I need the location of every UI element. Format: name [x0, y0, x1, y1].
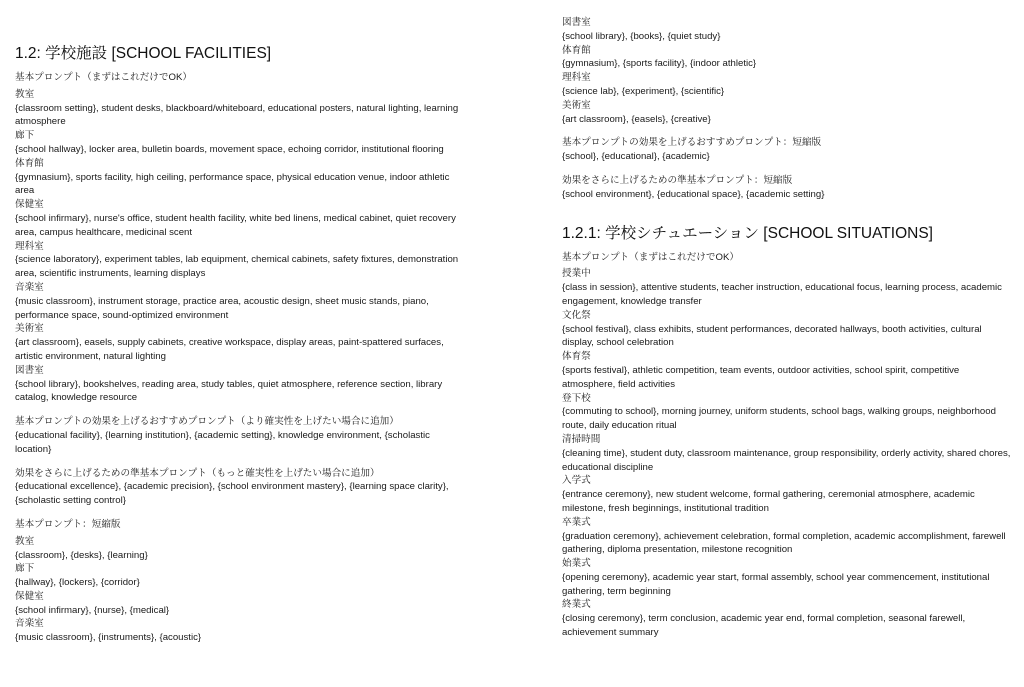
situation-prompt: {school festival}, class exhibits, student performances, decorated hallways, booth activities, cultural display, school celebration	[562, 323, 982, 349]
short-facility-prompt: {gymnasium}, {sports facility}, {indoor athletic}	[562, 58, 757, 70]
spacer	[15, 508, 465, 518]
quasi-short-text: {school environment}, {educational space}, {academic setting}	[562, 188, 825, 200]
situation-name: 体育祭	[562, 351, 591, 363]
facility-prompt: {classroom setting}, student desks, blackboard/whiteboard, educational posters, natural lighting, learning atmosphere	[15, 102, 459, 128]
situation-prompt: {entrance ceremony}, new student welcome, formal gathering, ceremonial atmosphere, academic milestone, fresh beginnings, institutional tradition	[562, 489, 975, 514]
short-facility-prompt: {school infirmary}, {nurse}, {medical}	[15, 604, 170, 616]
facility-prompt: {art classroom}, easels, supply cabinets, creative workspace, display areas, paint-spattered surfaces, artistic environment, natural lighting	[15, 337, 444, 362]
short-facility-prompt: {science lab}, {experiment}, {scientific}	[562, 85, 725, 97]
short-facility-name: 廊下	[15, 563, 35, 575]
short-facility-name: 体育館	[562, 44, 591, 56]
situation-prompt: {sports festival}, athletic competition, team events, outdoor activities, school spirit, competitive atmosphere, field activities	[562, 364, 960, 390]
short-facility-name: 音楽室	[15, 618, 44, 630]
facility-name: 美術室	[15, 323, 44, 335]
facility-name: 保健室	[15, 199, 44, 211]
facility-prompt: {school hallway}, locker area, bulletin boards, movement space, echoing corridor, institutional flooring	[15, 143, 444, 155]
section-title: 1.2.1: 学校シチュエーション [SCHOOL SITUATIONS]	[562, 224, 933, 242]
enhance-short-label: 基本プロンプトの効果を上げるおすすめプロンプト：短縮版	[562, 137, 822, 149]
facility-name: 教室	[15, 88, 35, 100]
spacer	[15, 405, 465, 415]
spacer	[15, 64, 465, 71]
situation-name: 終業式	[562, 599, 591, 611]
situation-prompt: {graduation ceremony}, achievement celebration, formal completion, academic accomplishment, farewell gathering, diploma presentation, milestone recognition	[562, 530, 1006, 556]
facility-prompt: {school infirmary}, nurse's office, student health facility, white bed linens, medical cabinet, quiet recovery area, campus healthcare, medicinal scent	[15, 212, 456, 238]
short-facility-name: 美術室	[562, 99, 591, 111]
short-prompt-label: 基本プロンプト：短縮版	[15, 518, 121, 530]
facility-name: 音楽室	[15, 281, 44, 293]
short-facility-prompt: {school library}, {books}, {quiet study}	[562, 30, 721, 42]
spacer	[562, 126, 1012, 136]
right-column	[562, 0, 1012, 640]
facility-name: 廊下	[15, 130, 35, 142]
spacer	[15, 457, 465, 467]
situation-prompt: {commuting to school}, morning journey, uniform students, school bags, walking groups, neighborhood route, daily education ritual	[562, 406, 996, 432]
short-facility-prompt: {classroom}, {desks}, {learning}	[15, 549, 148, 561]
section-title: 1.2: 学校施設 [SCHOOL FACILITIES]	[15, 45, 272, 62]
short-facility-prompt: {music classroom}, {instruments}, {acoustic}	[15, 632, 202, 644]
short-facility-name: 保健室	[15, 590, 44, 602]
situation-prompt: {cleaning time}, student duty, classroom maintenance, group responsibility, orderly activity, shared chores, educational discipline	[562, 447, 1011, 473]
facility-prompt: {school library}, bookshelves, reading area, study tables, quiet atmosphere, reference section, library catalog, knowledge resource	[15, 378, 443, 404]
situation-prompt: {closing ceremony}, term conclusion, academic year end, formal completion, seasonal farewell, achievement summary	[562, 613, 966, 639]
situation-name: 卒業式	[562, 516, 591, 528]
situation-name: 授業中	[562, 268, 591, 280]
facility-name: 体育館	[15, 157, 44, 169]
situation-prompt: {class in session}, attentive students, teacher instruction, educational focus, learning process, academic engagement, knowledge transfer	[562, 282, 1002, 307]
basic-prompt-label: 基本プロンプト（まずはこれだけでOK）	[15, 72, 192, 83]
situation-name: 文化祭	[562, 309, 591, 321]
facility-name: 理科室	[15, 240, 44, 252]
facility-prompt: {gymnasium}, sports facility, high ceiling, performance space, physical education venue, indoor athletic area	[15, 171, 450, 197]
left-column	[15, 0, 465, 645]
situation-name: 始業式	[562, 558, 591, 570]
spacer	[562, 164, 1012, 174]
spacer	[562, 0, 1012, 16]
basic-prompt-label: 基本プロンプト（まずはこれだけでOK）	[562, 251, 739, 263]
spacer	[15, 0, 465, 44]
spacer	[562, 244, 1012, 251]
enhance-prompt-text: {educational facility}, {learning institution}, {academic setting}, knowledge environment, {scholastic location}	[15, 429, 430, 455]
situation-name: 登下校	[562, 392, 591, 404]
short-facility-name: 教室	[15, 535, 35, 547]
situation-name: 清掃時間	[562, 433, 601, 445]
quasi-prompt-label: 効果をさらに上げるための準基本プロンプト（もっと確実性を上げたい場合に追加）	[15, 467, 380, 479]
short-facility-name: 図書室	[562, 17, 591, 28]
enhance-short-text: {school}, {educational}, {academic}	[562, 151, 710, 163]
short-facility-prompt: {art classroom}, {easels}, {creative}	[562, 113, 711, 125]
short-facility-prompt: {hallway}, {lockers}, {corridor}	[15, 577, 140, 589]
situation-prompt: {opening ceremony}, academic year start, formal assembly, school year commencement, institutional gathering, term beginning	[562, 571, 990, 597]
quasi-prompt-text: {educational excellence}, {academic precision}, {school environment mastery}, {learning space clarity}, {scholastic setting control}	[15, 481, 449, 507]
quasi-short-label: 効果をさらに上げるための準基本プロンプト：短縮版	[562, 174, 793, 186]
facility-prompt: {science laboratory}, experiment tables, lab equipment, chemical cabinets, safety fixtures, demonstration area, scientific instruments, learning displays	[15, 254, 459, 280]
enhance-prompt-label: 基本プロンプトの効果を上げるおすすめプロンプト（より確実性を上げたい場合に追加）	[15, 416, 399, 428]
facility-name: 図書室	[15, 364, 44, 376]
spacer	[562, 202, 1012, 224]
short-facility-name: 理科室	[562, 72, 591, 84]
facility-prompt: {music classroom}, instrument storage, practice area, acoustic design, sheet music stands, piano, performance space, sound-optimized environment	[15, 295, 429, 321]
situation-name: 入学式	[562, 475, 591, 487]
